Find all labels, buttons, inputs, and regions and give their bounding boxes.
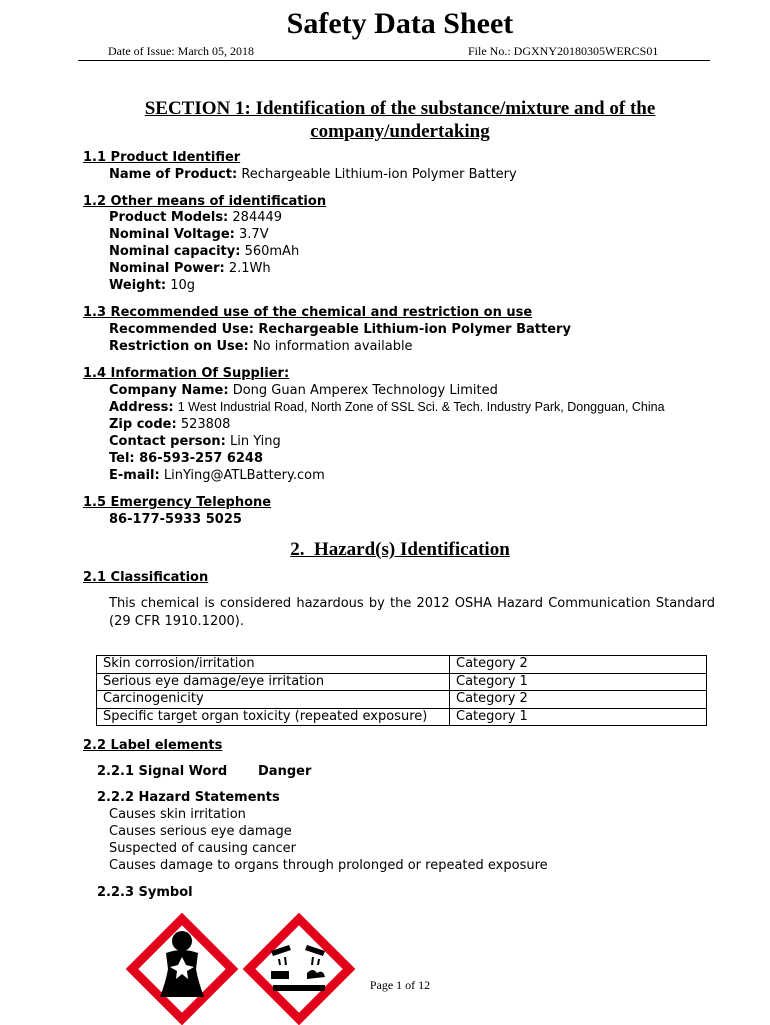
hazard-statements-heading: 2.2.2 Hazard Statements	[97, 790, 280, 805]
heading-2-1: 2.1 Classification	[83, 570, 209, 585]
address-value: 1 West Industrial Road, North Zone of SSL Sci. & Tech. Industry Park, Dongguan, China	[177, 400, 665, 414]
category-cell: Category 1	[450, 708, 707, 726]
document-title: Safety Data Sheet	[286, 7, 514, 40]
recommended-use: Recommended Use: Rechargeable Lithium-ion Polymer Battery	[109, 322, 571, 337]
table-row	[97, 691, 707, 709]
heading-1-1: 1.1 Product Identifier	[83, 150, 241, 165]
section-1-title-line1: SECTION 1: Identification of the substance/mixture and of the	[144, 98, 656, 119]
nominal-voltage-value: 3.7V	[239, 227, 269, 242]
section-2-title: 2. Hazard(s) Identification	[290, 539, 510, 560]
zip-code-row	[109, 417, 230, 432]
restriction-value: No information available	[252, 339, 413, 354]
category-cell: Category 2	[450, 691, 707, 709]
table-row	[97, 708, 707, 726]
address-label: Address:	[109, 400, 174, 415]
restriction-row	[109, 339, 413, 354]
list-item: Causes skin irritation	[109, 807, 246, 822]
section-1-title-line2: company/undertaking	[310, 121, 490, 142]
zip-code-label: Zip code:	[109, 417, 177, 432]
company-name-value: Dong Guan Amperex Technology Limited	[232, 383, 498, 398]
category-cell: Category 2	[450, 656, 707, 674]
corrosion-pictogram	[243, 913, 355, 1025]
header-divider	[78, 60, 710, 61]
address-row	[109, 400, 665, 415]
email-value: LinYing@ATLBattery.com	[163, 468, 325, 483]
email-label: E-mail:	[109, 468, 160, 483]
nominal-capacity-label: Nominal capacity:	[109, 244, 241, 259]
table-row	[97, 656, 707, 674]
company-name-label: Company Name:	[109, 383, 229, 398]
email-row	[109, 468, 325, 483]
heading-1-4: 1.4 Information Of Supplier:	[83, 366, 290, 381]
nominal-power-value: 2.1Wh	[228, 261, 271, 276]
restriction-label: Restriction on Use:	[109, 339, 249, 354]
list-item: Causes damage to organs through prolonged or repeated exposure	[109, 858, 548, 873]
list-item: Suspected of causing cancer	[109, 841, 297, 856]
heading-1-2: 1.2 Other means of identification	[83, 194, 327, 209]
category-cell: Category 1	[450, 673, 707, 691]
heading-1-3: 1.3 Recommended use of the chemical and restriction on use	[83, 305, 533, 320]
product-name-row	[109, 167, 517, 182]
file-number: File No.: DGXNY20180305WERCS01	[468, 44, 659, 58]
symbol-heading: 2.2.3 Symbol	[97, 885, 193, 900]
classification-table	[96, 655, 707, 726]
emergency-phone: 86-177-5933 5025	[109, 512, 242, 527]
weight-value: 10g	[170, 278, 196, 293]
weight-label: Weight:	[109, 278, 167, 293]
contact-person-row	[109, 434, 281, 449]
telephone: Tel: 86-593-257 6248	[109, 451, 264, 466]
product-models-row	[109, 210, 282, 225]
weight-row	[109, 278, 195, 293]
section-1-title	[100, 97, 700, 143]
nominal-capacity-row	[109, 244, 299, 259]
hazard-cell: Serious eye damage/eye irritation	[97, 673, 450, 691]
date-of-issue: Date of Issue: March 05, 2018	[108, 44, 254, 58]
nominal-voltage-row	[109, 227, 269, 242]
product-name-value: Rechargeable Lithium-ion Polymer Battery	[241, 167, 517, 182]
hazard-cell: Skin corrosion/irritation	[97, 656, 450, 674]
nominal-power-label: Nominal Power:	[109, 261, 225, 276]
hazard-cell: Specific target organ toxicity (repeated exposure)	[97, 708, 450, 726]
contact-person-value: Lin Ying	[229, 434, 281, 449]
company-name-row	[109, 383, 498, 398]
product-name-label: Name of Product:	[109, 167, 238, 182]
signal-word-value: Danger	[258, 764, 312, 779]
heading-1-5: 1.5 Emergency Telephone	[83, 495, 272, 510]
product-models-label: Product Models:	[109, 210, 229, 225]
nominal-power-row	[109, 261, 271, 276]
list-item: Causes serious eye damage	[109, 824, 292, 839]
contact-person-label: Contact person:	[109, 434, 226, 449]
table-row	[97, 673, 707, 691]
hazard-cell: Carcinogenicity	[97, 691, 450, 709]
signal-word-label: 2.2.1 Signal Word	[97, 764, 228, 779]
heading-2-2: 2.2 Label elements	[83, 738, 223, 753]
zip-code-value: 523808	[180, 417, 231, 432]
product-models-value: 284449	[232, 210, 283, 225]
nominal-voltage-label: Nominal Voltage:	[109, 227, 235, 242]
nominal-capacity-value: 560mAh	[244, 244, 300, 259]
classification-text: This chemical is considered hazardous by the 2012 OSHA Hazard Communication Standard (29 CFR 1910.1200).	[109, 596, 715, 629]
page-number: Page 1 of 12	[369, 978, 431, 992]
health-hazard-pictogram	[126, 913, 238, 1025]
